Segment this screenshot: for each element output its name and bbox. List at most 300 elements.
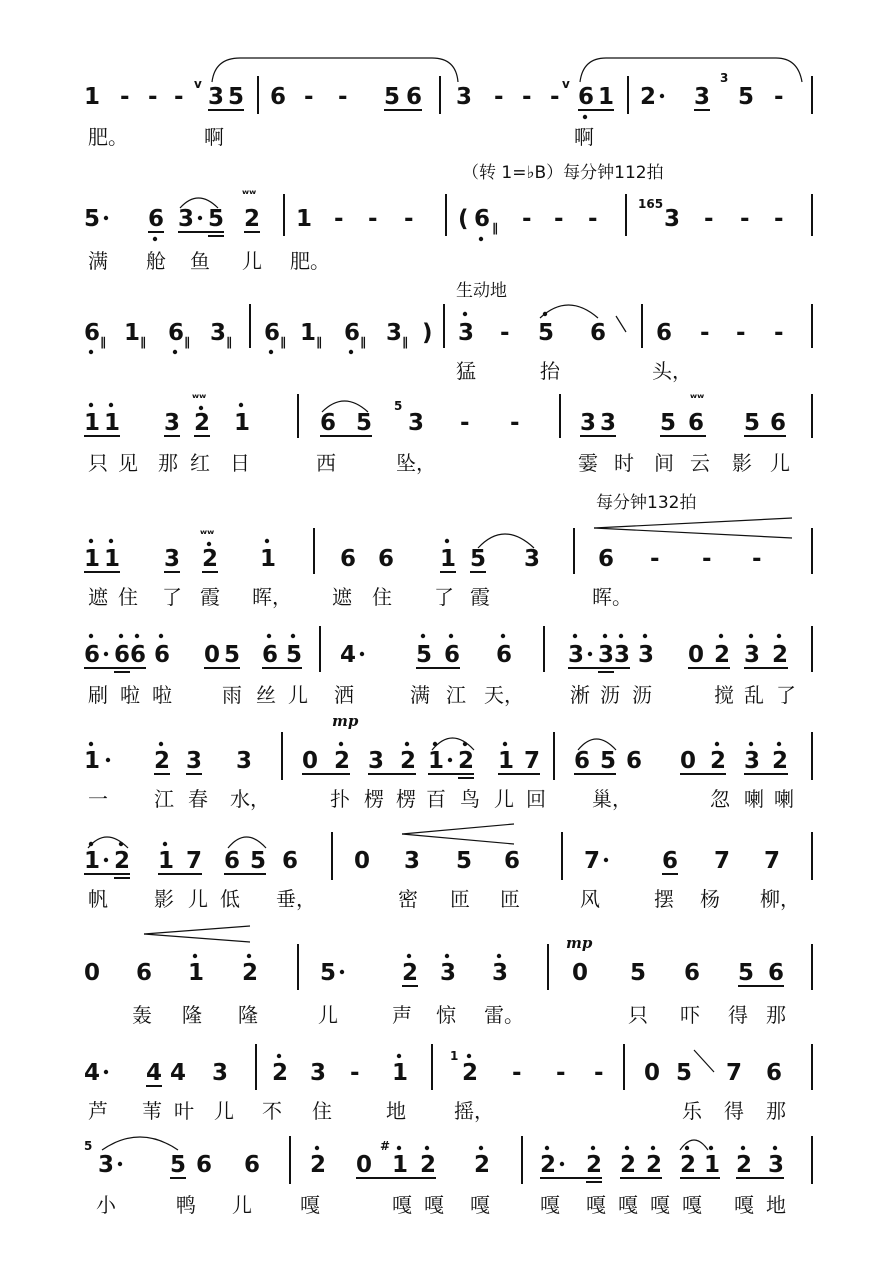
svg-text:∥: ∥ — [100, 335, 106, 349]
svg-text:2: 2 — [714, 642, 731, 668]
svg-text:1: 1 — [296, 206, 313, 232]
svg-text:-: - — [774, 206, 784, 232]
svg-text:6: 6 — [148, 206, 165, 232]
svg-text:2: 2 — [586, 1152, 603, 1178]
svg-text:满: 满 — [410, 683, 430, 707]
svg-text:v: v — [194, 77, 202, 91]
svg-text:-: - — [736, 320, 746, 346]
svg-text:叶: 叶 — [174, 1099, 194, 1123]
svg-text:∥: ∥ — [184, 335, 190, 349]
svg-text:芦: 芦 — [88, 1099, 108, 1123]
svg-text:-: - — [404, 206, 414, 232]
svg-text:啦: 啦 — [152, 683, 172, 707]
svg-text:1: 1 — [450, 1049, 459, 1063]
svg-text:儿: 儿 — [318, 1003, 338, 1027]
svg-text:3: 3 — [524, 546, 541, 572]
svg-text:5: 5 — [416, 642, 433, 668]
svg-text:3: 3 — [408, 410, 425, 436]
svg-text:-: - — [774, 320, 784, 346]
svg-text:3: 3 — [580, 410, 597, 436]
svg-text:6: 6 — [320, 410, 337, 436]
svg-text:-: - — [460, 410, 470, 436]
svg-text:6: 6 — [344, 320, 361, 346]
svg-text:了: 了 — [776, 683, 796, 707]
svg-text:-: - — [304, 84, 314, 110]
system-1 — [84, 58, 812, 149]
svg-text:头，: 头， — [652, 359, 692, 383]
svg-text:5: 5 — [630, 960, 647, 986]
svg-text:6: 6 — [574, 748, 591, 774]
svg-text:2: 2 — [710, 748, 727, 774]
svg-text:0: 0 — [354, 848, 371, 874]
svg-text:丝: 丝 — [256, 683, 276, 707]
svg-text:6: 6 — [84, 642, 101, 668]
svg-text:3: 3 — [164, 410, 181, 436]
svg-text:5: 5 — [320, 960, 337, 986]
svg-text:时: 时 — [614, 451, 634, 475]
svg-text:): ) — [422, 320, 433, 346]
svg-text:鱼: 鱼 — [190, 249, 210, 273]
svg-text:6: 6 — [496, 642, 513, 668]
svg-text:-: - — [350, 1060, 360, 1086]
svg-text:6: 6 — [154, 642, 171, 668]
svg-text:那: 那 — [766, 1003, 786, 1027]
system-11 — [84, 1136, 812, 1217]
svg-text:楞: 楞 — [396, 787, 416, 811]
svg-text:不: 不 — [262, 1099, 282, 1123]
svg-text:1: 1 — [598, 84, 615, 110]
svg-text:1: 1 — [84, 410, 101, 436]
svg-text:-: - — [120, 84, 130, 110]
system-8 — [84, 824, 812, 911]
svg-text:-: - — [588, 206, 598, 232]
svg-text:6: 6 — [282, 848, 299, 874]
svg-text:了: 了 — [434, 585, 454, 609]
system-10 — [84, 1044, 812, 1123]
svg-text:5: 5 — [600, 748, 617, 774]
svg-text:3: 3 — [694, 84, 711, 110]
svg-text:扑: 扑 — [330, 787, 350, 811]
svg-text:165: 165 — [638, 197, 664, 211]
svg-text:只: 只 — [88, 451, 108, 475]
svg-text:轰: 轰 — [132, 1003, 152, 1027]
svg-text:0: 0 — [688, 642, 705, 668]
svg-text:沥: 沥 — [600, 683, 620, 707]
svg-text:2: 2 — [310, 1152, 327, 1178]
svg-text:ʷʷ: ʷʷ — [242, 187, 257, 201]
svg-text:1: 1 — [300, 320, 317, 346]
svg-text:(: ( — [458, 206, 469, 232]
svg-text:0: 0 — [302, 748, 319, 774]
svg-text:鸭: 鸭 — [176, 1193, 196, 1217]
svg-text:3: 3 — [210, 320, 227, 346]
svg-text:一: 一 — [88, 787, 108, 811]
svg-text:小: 小 — [96, 1193, 116, 1217]
svg-text:声: 声 — [392, 1003, 412, 1027]
svg-text:6: 6 — [114, 642, 131, 668]
svg-text:-: - — [704, 206, 714, 232]
svg-text:6: 6 — [406, 84, 423, 110]
svg-text:-: - — [702, 546, 712, 572]
svg-text:5: 5 — [224, 642, 241, 668]
svg-text:3: 3 — [492, 960, 509, 986]
svg-text:忽: 忽 — [710, 787, 730, 811]
svg-text:坠，: 坠， — [396, 451, 436, 475]
svg-text:2: 2 — [244, 206, 261, 232]
svg-text:云: 云 — [690, 451, 710, 475]
svg-text:7: 7 — [764, 848, 781, 874]
svg-text:5: 5 — [384, 84, 401, 110]
system-5 — [84, 493, 812, 609]
svg-text:∥: ∥ — [316, 335, 322, 349]
svg-text:2: 2 — [680, 1152, 697, 1178]
svg-text:红: 红 — [190, 451, 210, 475]
svg-text:只: 只 — [628, 1003, 648, 1027]
svg-text:啦: 啦 — [120, 683, 140, 707]
svg-text:0: 0 — [572, 960, 589, 986]
svg-text:3: 3 — [440, 960, 457, 986]
svg-text:嘎: 嘎 — [618, 1193, 638, 1217]
svg-text:6: 6 — [684, 960, 701, 986]
svg-text:江: 江 — [154, 787, 174, 811]
svg-text:5: 5 — [456, 848, 473, 874]
svg-text:遮: 遮 — [88, 585, 108, 609]
svg-text:惊: 惊 — [436, 1003, 456, 1027]
svg-text:柳，: 柳， — [760, 887, 800, 911]
svg-text:3: 3 — [614, 642, 631, 668]
svg-text:儿: 儿 — [770, 451, 790, 475]
svg-text:2: 2 — [458, 748, 475, 774]
svg-text:苇: 苇 — [142, 1099, 162, 1123]
svg-text:5: 5 — [84, 206, 101, 232]
system-7 — [84, 712, 812, 811]
svg-text:2: 2 — [772, 748, 789, 774]
svg-text:6: 6 — [688, 410, 705, 436]
svg-text:乱: 乱 — [744, 683, 764, 707]
svg-text:2: 2 — [474, 1152, 491, 1178]
svg-text:嘎: 嘎 — [300, 1193, 320, 1217]
svg-text:3: 3 — [98, 1152, 115, 1178]
svg-text:6: 6 — [378, 546, 395, 572]
svg-text:-: - — [148, 84, 158, 110]
svg-text:嘎: 嘎 — [392, 1193, 412, 1217]
svg-text:1: 1 — [440, 546, 457, 572]
svg-text:0: 0 — [680, 748, 697, 774]
svg-text:1: 1 — [84, 546, 101, 572]
svg-text:6: 6 — [270, 84, 287, 110]
svg-text:霎: 霎 — [578, 451, 598, 475]
svg-text:4: 4 — [146, 1060, 163, 1086]
svg-text:6: 6 — [244, 1152, 261, 1178]
svg-text:儿: 儿 — [188, 887, 208, 911]
svg-text:嘎: 嘎 — [470, 1193, 490, 1217]
svg-text:-: - — [338, 84, 348, 110]
svg-text:儿: 儿 — [232, 1193, 252, 1217]
svg-text:6: 6 — [130, 642, 147, 668]
svg-text:3: 3 — [368, 748, 385, 774]
svg-text:3: 3 — [744, 748, 761, 774]
svg-text:3: 3 — [186, 748, 203, 774]
svg-text:-: - — [740, 206, 750, 232]
svg-text:2: 2 — [202, 546, 219, 572]
svg-text:满: 满 — [88, 249, 108, 273]
svg-text:1: 1 — [704, 1152, 721, 1178]
svg-text:5: 5 — [84, 1139, 93, 1153]
svg-text:-: - — [510, 410, 520, 436]
svg-text:鸟: 鸟 — [460, 787, 480, 811]
svg-text:摆: 摆 — [654, 887, 674, 911]
svg-text:隆: 隆 — [182, 1003, 202, 1027]
svg-text:吓: 吓 — [680, 1003, 700, 1027]
svg-text:6: 6 — [474, 206, 491, 232]
svg-text:∥: ∥ — [360, 335, 366, 349]
svg-text:6: 6 — [340, 546, 357, 572]
svg-text:3: 3 — [600, 410, 617, 436]
system-4 — [84, 391, 812, 475]
svg-text:猛: 猛 — [456, 359, 476, 383]
svg-text:3: 3 — [212, 1060, 229, 1086]
svg-text:1: 1 — [188, 960, 205, 986]
svg-text:2: 2 — [540, 1152, 557, 1178]
svg-text:6: 6 — [504, 848, 521, 874]
svg-text:7: 7 — [524, 748, 541, 774]
svg-text:-: - — [368, 206, 378, 232]
svg-text:2: 2 — [194, 410, 211, 436]
svg-text:-: - — [522, 84, 532, 110]
svg-text:5: 5 — [356, 410, 373, 436]
svg-text:2: 2 — [462, 1060, 479, 1086]
svg-text:5: 5 — [744, 410, 761, 436]
svg-text:0: 0 — [84, 960, 101, 986]
svg-text:风: 风 — [580, 887, 600, 911]
svg-text:霞: 霞 — [470, 585, 490, 609]
svg-text:6: 6 — [766, 1060, 783, 1086]
svg-text:3: 3 — [164, 546, 181, 572]
svg-text:6: 6 — [444, 642, 461, 668]
svg-text:春: 春 — [188, 787, 208, 811]
svg-text:1: 1 — [428, 748, 445, 774]
svg-text:雨: 雨 — [222, 683, 242, 707]
svg-text:7: 7 — [584, 848, 601, 874]
svg-text:雷。: 雷。 — [484, 1003, 524, 1027]
svg-text:3: 3 — [458, 320, 475, 346]
svg-text:6: 6 — [590, 320, 607, 346]
svg-text:儿: 儿 — [214, 1099, 234, 1123]
svg-text:低: 低 — [220, 887, 240, 911]
svg-text:得: 得 — [728, 1003, 748, 1027]
system-6 — [84, 626, 812, 707]
svg-text:喇: 喇 — [774, 787, 794, 811]
svg-text:∥: ∥ — [492, 221, 498, 235]
svg-text:2: 2 — [640, 84, 657, 110]
svg-text:2: 2 — [114, 848, 131, 874]
svg-text:2: 2 — [620, 1152, 637, 1178]
svg-text:1: 1 — [104, 410, 121, 436]
svg-text:6: 6 — [84, 320, 101, 346]
svg-text:6: 6 — [224, 848, 241, 874]
svg-text:0: 0 — [644, 1060, 661, 1086]
svg-text:住: 住 — [312, 1099, 332, 1123]
svg-text:儿: 儿 — [242, 249, 262, 273]
svg-text:舱: 舱 — [146, 249, 166, 273]
svg-text:3: 3 — [404, 848, 421, 874]
svg-text:晖，: 晖， — [252, 585, 292, 609]
svg-text:4: 4 — [84, 1060, 101, 1086]
svg-text:-: - — [550, 84, 560, 110]
svg-text:嘎: 嘎 — [734, 1193, 754, 1217]
svg-text:见: 见 — [118, 451, 138, 475]
svg-text:ʷʷ: ʷʷ — [200, 527, 215, 541]
svg-text:嘎: 嘎 — [650, 1193, 670, 1217]
svg-text:刷: 刷 — [88, 683, 108, 707]
svg-text:肥。: 肥。 — [88, 125, 128, 149]
svg-text:6: 6 — [598, 546, 615, 572]
svg-text:楞: 楞 — [364, 787, 384, 811]
svg-text:晖。: 晖。 — [592, 585, 632, 609]
svg-text:3: 3 — [720, 71, 729, 85]
svg-text:4: 4 — [170, 1060, 187, 1086]
svg-text:儿: 儿 — [494, 787, 514, 811]
system-9 — [84, 926, 812, 1027]
svg-text:影: 影 — [154, 887, 174, 911]
svg-text:#: # — [380, 1139, 391, 1153]
svg-text:2: 2 — [400, 748, 417, 774]
svg-text:5: 5 — [660, 410, 677, 436]
svg-text:3: 3 — [568, 642, 585, 668]
svg-text:得: 得 — [724, 1099, 744, 1123]
svg-text:∥: ∥ — [140, 335, 146, 349]
svg-text:1: 1 — [84, 848, 101, 874]
svg-text:西: 西 — [316, 451, 336, 475]
svg-text:2: 2 — [420, 1152, 437, 1178]
svg-text:1: 1 — [498, 748, 515, 774]
svg-text:5: 5 — [738, 960, 755, 986]
svg-text:6: 6 — [768, 960, 785, 986]
svg-text:3: 3 — [744, 642, 761, 668]
svg-text:乐: 乐 — [682, 1099, 702, 1123]
svg-text:5: 5 — [538, 320, 555, 346]
svg-text:2: 2 — [772, 642, 789, 668]
svg-text:2: 2 — [242, 960, 259, 986]
svg-text:嘎: 嘎 — [682, 1193, 702, 1217]
svg-text:日: 日 — [230, 451, 250, 475]
svg-text:回: 回 — [526, 787, 546, 811]
svg-text:1: 1 — [104, 546, 121, 572]
svg-text:沥: 沥 — [632, 683, 652, 707]
tempo-132-annotation: 每分钟132拍 — [596, 493, 697, 513]
svg-text:-: - — [500, 320, 510, 346]
svg-text:天，: 天， — [484, 683, 524, 707]
svg-text:1: 1 — [392, 1060, 409, 1086]
svg-text:5: 5 — [208, 206, 225, 232]
svg-text:-: - — [556, 1060, 566, 1086]
svg-text:-: - — [494, 84, 504, 110]
svg-text:2: 2 — [736, 1152, 753, 1178]
svg-text:7: 7 — [186, 848, 203, 874]
svg-text:7: 7 — [714, 848, 731, 874]
svg-text:-: - — [700, 320, 710, 346]
svg-text:0: 0 — [204, 642, 221, 668]
svg-text:住: 住 — [372, 585, 392, 609]
svg-text:-: - — [752, 546, 762, 572]
svg-text:洒: 洒 — [334, 683, 354, 707]
svg-text:3: 3 — [386, 320, 403, 346]
svg-text:嘎: 嘎 — [540, 1193, 560, 1217]
svg-text:2: 2 — [334, 748, 351, 774]
system-3 — [84, 281, 812, 383]
svg-text:巢，: 巢， — [592, 787, 632, 811]
svg-text:2: 2 — [402, 960, 419, 986]
svg-text:水，: 水， — [230, 787, 270, 811]
svg-text:ʷʷ: ʷʷ — [690, 391, 705, 405]
svg-text:5: 5 — [470, 546, 487, 572]
svg-text:1: 1 — [260, 546, 277, 572]
svg-text:肥。: 肥。 — [290, 249, 330, 273]
svg-text:∥: ∥ — [226, 335, 232, 349]
svg-text:嘎: 嘎 — [586, 1193, 606, 1217]
svg-text:5: 5 — [738, 84, 755, 110]
svg-text:1: 1 — [392, 1152, 409, 1178]
svg-text:摇，: 摇， — [454, 1099, 494, 1123]
svg-text:-: - — [650, 546, 660, 572]
svg-text:∥: ∥ — [402, 335, 408, 349]
svg-text:淅: 淅 — [570, 683, 590, 707]
svg-text:那: 那 — [158, 451, 178, 475]
svg-text:6: 6 — [662, 848, 679, 874]
dynamic-mp: mp — [332, 712, 359, 730]
svg-text:6: 6 — [626, 748, 643, 774]
svg-text:江: 江 — [446, 683, 466, 707]
svg-text:啊: 啊 — [574, 125, 594, 149]
svg-text:1: 1 — [84, 84, 101, 110]
svg-text:3: 3 — [638, 642, 655, 668]
svg-text:2: 2 — [272, 1060, 289, 1086]
svg-text:杨: 杨 — [700, 887, 720, 911]
svg-text:了: 了 — [162, 585, 182, 609]
svg-text:喇: 喇 — [744, 787, 764, 811]
svg-text:2: 2 — [154, 748, 171, 774]
svg-text:3: 3 — [598, 642, 615, 668]
svg-text:5: 5 — [250, 848, 267, 874]
svg-text:6: 6 — [656, 320, 673, 346]
svg-text:3: 3 — [310, 1060, 327, 1086]
svg-text:6: 6 — [578, 84, 595, 110]
svg-text:抬: 抬 — [540, 359, 560, 383]
svg-text:隆: 隆 — [238, 1003, 258, 1027]
svg-text:遮: 遮 — [332, 585, 352, 609]
key-change-annotation: （转 1=♭B）每分钟112拍 — [462, 163, 664, 183]
svg-text:住: 住 — [118, 585, 138, 609]
svg-text:mp: mp — [566, 934, 593, 952]
svg-text:啊: 啊 — [204, 125, 224, 149]
expression-annotation: 生动地 — [456, 281, 507, 301]
svg-text:6: 6 — [168, 320, 185, 346]
svg-text:-: - — [594, 1060, 604, 1086]
svg-text:-: - — [554, 206, 564, 232]
svg-text:v: v — [562, 77, 570, 91]
svg-text:1: 1 — [84, 748, 101, 774]
svg-text:3: 3 — [178, 206, 195, 232]
svg-text:7: 7 — [726, 1060, 743, 1086]
svg-text:5: 5 — [394, 399, 403, 413]
svg-text:密: 密 — [398, 887, 418, 911]
svg-text:6: 6 — [262, 642, 279, 668]
svg-text:霞: 霞 — [200, 585, 220, 609]
svg-text:1: 1 — [124, 320, 141, 346]
svg-text:5: 5 — [286, 642, 303, 668]
svg-text:-: - — [174, 84, 184, 110]
svg-text:那: 那 — [766, 1099, 786, 1123]
